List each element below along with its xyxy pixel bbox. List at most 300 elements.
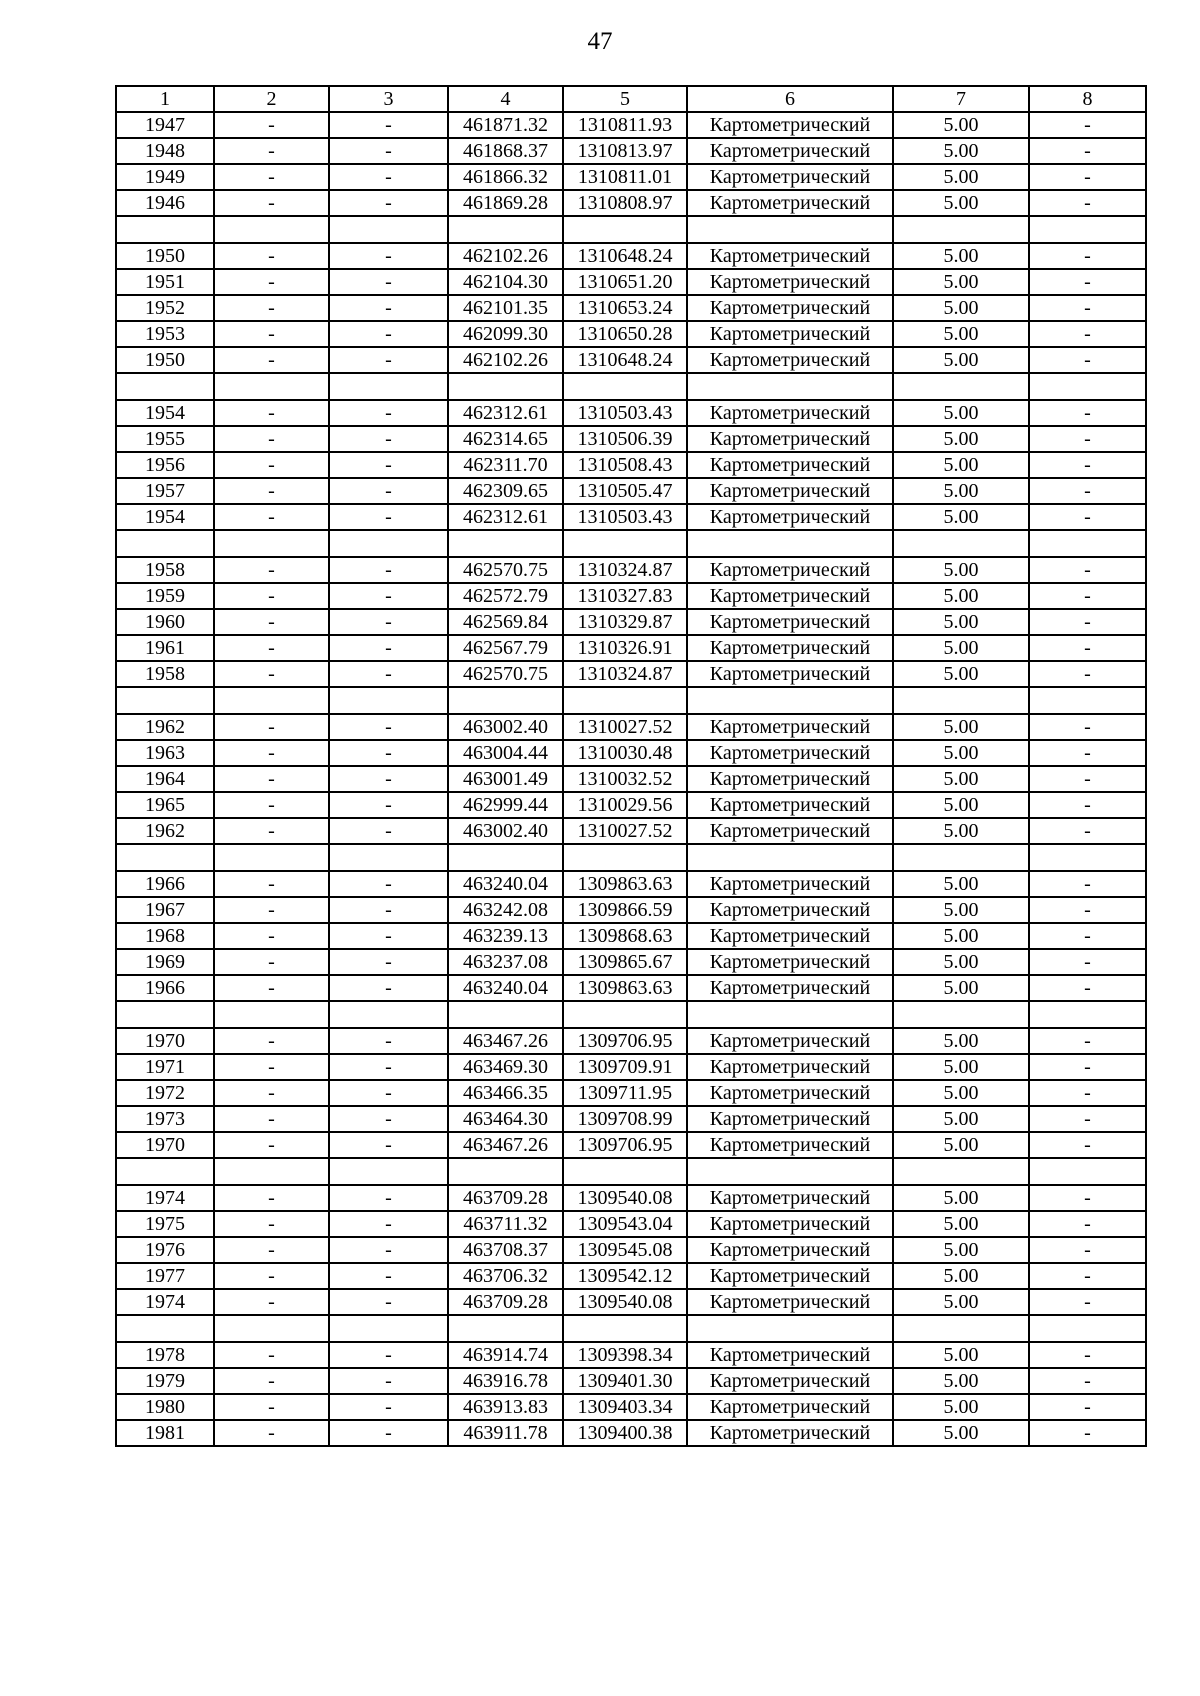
empty-cell — [329, 687, 448, 714]
point-number-cell: 1969 — [116, 949, 214, 975]
accuracy-cell: 5.00 — [893, 1289, 1029, 1315]
empty-cell — [687, 530, 893, 557]
accuracy-cell: 5.00 — [893, 452, 1029, 478]
accuracy-cell: 5.00 — [893, 295, 1029, 321]
method-cell: Картометрический — [687, 243, 893, 269]
empty-cell — [329, 373, 448, 400]
spacer-row — [116, 373, 1146, 400]
table-row — [116, 1080, 1146, 1106]
x-coordinate-cell: 463001.49 — [448, 766, 563, 792]
point-number-cell: 1974 — [116, 1185, 214, 1211]
y-coordinate-cell: 1310027.52 — [563, 818, 687, 844]
column-3-cell: - — [329, 1394, 448, 1420]
column-3-cell: - — [329, 923, 448, 949]
point-number-cell: 1976 — [116, 1237, 214, 1263]
column-2-cell: - — [214, 1394, 329, 1420]
empty-cell — [448, 1158, 563, 1185]
empty-cell — [687, 1001, 893, 1028]
x-coordinate-cell: 462999.44 — [448, 792, 563, 818]
spacer-row — [116, 1158, 1146, 1185]
method-cell: Картометрический — [687, 321, 893, 347]
y-coordinate-cell: 1310327.83 — [563, 583, 687, 609]
table-row — [116, 347, 1146, 373]
empty-cell — [1029, 687, 1146, 714]
y-coordinate-cell: 1309866.59 — [563, 897, 687, 923]
column-8-cell: - — [1029, 190, 1146, 216]
empty-cell — [687, 687, 893, 714]
table-row — [116, 1342, 1146, 1368]
empty-cell — [214, 373, 329, 400]
column-3-cell: - — [329, 714, 448, 740]
point-number-cell: 1959 — [116, 583, 214, 609]
empty-cell — [116, 530, 214, 557]
point-number-cell: 1963 — [116, 740, 214, 766]
column-8-cell: - — [1029, 269, 1146, 295]
accuracy-cell: 5.00 — [893, 347, 1029, 373]
y-coordinate-cell: 1309400.38 — [563, 1420, 687, 1446]
empty-cell — [448, 216, 563, 243]
method-cell: Картометрический — [687, 557, 893, 583]
table-row — [116, 1028, 1146, 1054]
method-cell: Картометрический — [687, 1342, 893, 1368]
empty-cell — [329, 844, 448, 871]
column-8-cell: - — [1029, 1263, 1146, 1289]
method-cell: Картометрический — [687, 1080, 893, 1106]
x-coordinate-cell: 462314.65 — [448, 426, 563, 452]
column-8-cell: - — [1029, 347, 1146, 373]
accuracy-cell: 5.00 — [893, 400, 1029, 426]
y-coordinate-cell: 1309542.12 — [563, 1263, 687, 1289]
method-cell: Картометрический — [687, 975, 893, 1001]
empty-cell — [116, 1158, 214, 1185]
empty-cell — [329, 1001, 448, 1028]
table-row — [116, 949, 1146, 975]
method-cell: Картометрический — [687, 190, 893, 216]
column-3-cell: - — [329, 426, 448, 452]
header-row — [116, 86, 1146, 112]
column-2-cell: - — [214, 112, 329, 138]
column-header: 8 — [1029, 86, 1146, 112]
y-coordinate-cell: 1309545.08 — [563, 1237, 687, 1263]
empty-cell — [1029, 1001, 1146, 1028]
y-coordinate-cell: 1309868.63 — [563, 923, 687, 949]
column-8-cell: - — [1029, 949, 1146, 975]
y-coordinate-cell: 1310648.24 — [563, 243, 687, 269]
column-2-cell: - — [214, 190, 329, 216]
y-coordinate-cell: 1310027.52 — [563, 714, 687, 740]
method-cell: Картометрический — [687, 1289, 893, 1315]
column-3-cell: - — [329, 190, 448, 216]
table-row — [116, 792, 1146, 818]
empty-cell — [893, 373, 1029, 400]
column-2-cell: - — [214, 557, 329, 583]
table-row — [116, 1420, 1146, 1446]
y-coordinate-cell: 1309540.08 — [563, 1289, 687, 1315]
point-number-cell: 1962 — [116, 818, 214, 844]
column-8-cell: - — [1029, 1132, 1146, 1158]
column-3-cell: - — [329, 1342, 448, 1368]
column-3-cell: - — [329, 1211, 448, 1237]
accuracy-cell: 5.00 — [893, 714, 1029, 740]
spacer-row — [116, 530, 1146, 557]
accuracy-cell: 5.00 — [893, 1420, 1029, 1446]
column-8-cell: - — [1029, 112, 1146, 138]
empty-cell — [563, 1001, 687, 1028]
method-cell: Картометрический — [687, 792, 893, 818]
column-8-cell: - — [1029, 635, 1146, 661]
column-2-cell: - — [214, 1211, 329, 1237]
x-coordinate-cell: 463004.44 — [448, 740, 563, 766]
empty-cell — [687, 1315, 893, 1342]
table-row — [116, 661, 1146, 687]
accuracy-cell: 5.00 — [893, 321, 1029, 347]
y-coordinate-cell: 1310651.20 — [563, 269, 687, 295]
page-number: 47 — [587, 28, 613, 55]
column-8-cell: - — [1029, 1106, 1146, 1132]
accuracy-cell: 5.00 — [893, 112, 1029, 138]
point-number-cell: 1966 — [116, 871, 214, 897]
table-row — [116, 426, 1146, 452]
x-coordinate-cell: 463240.04 — [448, 975, 563, 1001]
column-2-cell: - — [214, 1342, 329, 1368]
x-coordinate-cell: 462312.61 — [448, 400, 563, 426]
column-8-cell: - — [1029, 1420, 1146, 1446]
empty-cell — [563, 1315, 687, 1342]
spacer-row — [116, 844, 1146, 871]
table-row — [116, 452, 1146, 478]
column-2-cell: - — [214, 295, 329, 321]
point-number-cell: 1981 — [116, 1420, 214, 1446]
y-coordinate-cell: 1310505.47 — [563, 478, 687, 504]
accuracy-cell: 5.00 — [893, 1394, 1029, 1420]
column-2-cell: - — [214, 1237, 329, 1263]
empty-cell — [214, 844, 329, 871]
method-cell: Картометрический — [687, 1263, 893, 1289]
y-coordinate-cell: 1310029.56 — [563, 792, 687, 818]
method-cell: Картометрический — [687, 1185, 893, 1211]
table-row — [116, 1054, 1146, 1080]
column-2-cell: - — [214, 400, 329, 426]
column-3-cell: - — [329, 792, 448, 818]
y-coordinate-cell: 1309711.95 — [563, 1080, 687, 1106]
table-row — [116, 1263, 1146, 1289]
method-cell: Картометрический — [687, 635, 893, 661]
table-row — [116, 1368, 1146, 1394]
column-header: 1 — [116, 86, 214, 112]
column-8-cell: - — [1029, 426, 1146, 452]
column-2-cell: - — [214, 897, 329, 923]
column-3-cell: - — [329, 975, 448, 1001]
method-cell: Картометрический — [687, 923, 893, 949]
empty-cell — [329, 1315, 448, 1342]
y-coordinate-cell: 1310324.87 — [563, 557, 687, 583]
x-coordinate-cell: 462099.30 — [448, 321, 563, 347]
column-3-cell: - — [329, 871, 448, 897]
accuracy-cell: 5.00 — [893, 557, 1029, 583]
column-2-cell: - — [214, 1106, 329, 1132]
point-number-cell: 1946 — [116, 190, 214, 216]
y-coordinate-cell: 1310503.43 — [563, 400, 687, 426]
point-number-cell: 1958 — [116, 661, 214, 687]
point-number-cell: 1955 — [116, 426, 214, 452]
table-row — [116, 818, 1146, 844]
method-cell: Картометрический — [687, 1368, 893, 1394]
empty-cell — [893, 1315, 1029, 1342]
point-number-cell: 1970 — [116, 1028, 214, 1054]
method-cell: Картометрический — [687, 766, 893, 792]
accuracy-cell: 5.00 — [893, 1106, 1029, 1132]
accuracy-cell: 5.00 — [893, 583, 1029, 609]
column-8-cell: - — [1029, 897, 1146, 923]
column-header: 3 — [329, 86, 448, 112]
table-row — [116, 164, 1146, 190]
empty-cell — [563, 530, 687, 557]
column-8-cell: - — [1029, 1289, 1146, 1315]
x-coordinate-cell: 463911.78 — [448, 1420, 563, 1446]
column-header: 5 — [563, 86, 687, 112]
y-coordinate-cell: 1309401.30 — [563, 1368, 687, 1394]
empty-cell — [687, 216, 893, 243]
spacer-row — [116, 1001, 1146, 1028]
column-8-cell: - — [1029, 164, 1146, 190]
column-2-cell: - — [214, 714, 329, 740]
method-cell: Картометрический — [687, 295, 893, 321]
column-3-cell: - — [329, 949, 448, 975]
x-coordinate-cell: 462102.26 — [448, 243, 563, 269]
x-coordinate-cell: 461868.37 — [448, 138, 563, 164]
point-number-cell: 1966 — [116, 975, 214, 1001]
empty-cell — [893, 844, 1029, 871]
y-coordinate-cell: 1309865.67 — [563, 949, 687, 975]
point-number-cell: 1952 — [116, 295, 214, 321]
spacer-row — [116, 687, 1146, 714]
accuracy-cell: 5.00 — [893, 740, 1029, 766]
method-cell: Картометрический — [687, 400, 893, 426]
y-coordinate-cell: 1310808.97 — [563, 190, 687, 216]
point-number-cell: 1948 — [116, 138, 214, 164]
point-number-cell: 1971 — [116, 1054, 214, 1080]
y-coordinate-cell: 1310032.52 — [563, 766, 687, 792]
column-2-cell: - — [214, 1080, 329, 1106]
empty-cell — [448, 844, 563, 871]
point-number-cell: 1979 — [116, 1368, 214, 1394]
column-3-cell: - — [329, 164, 448, 190]
accuracy-cell: 5.00 — [893, 1080, 1029, 1106]
x-coordinate-cell: 463709.28 — [448, 1185, 563, 1211]
point-number-cell: 1968 — [116, 923, 214, 949]
point-number-cell: 1954 — [116, 504, 214, 530]
column-2-cell: - — [214, 766, 329, 792]
column-2-cell: - — [214, 792, 329, 818]
column-3-cell: - — [329, 269, 448, 295]
y-coordinate-cell: 1309708.99 — [563, 1106, 687, 1132]
y-coordinate-cell: 1309398.34 — [563, 1342, 687, 1368]
column-3-cell: - — [329, 897, 448, 923]
x-coordinate-cell: 462570.75 — [448, 557, 563, 583]
x-coordinate-cell: 462569.84 — [448, 609, 563, 635]
column-3-cell: - — [329, 609, 448, 635]
empty-cell — [893, 1158, 1029, 1185]
table-row — [116, 295, 1146, 321]
accuracy-cell: 5.00 — [893, 818, 1029, 844]
x-coordinate-cell: 463706.32 — [448, 1263, 563, 1289]
empty-cell — [448, 530, 563, 557]
point-number-cell: 1967 — [116, 897, 214, 923]
empty-cell — [329, 1158, 448, 1185]
column-8-cell: - — [1029, 452, 1146, 478]
empty-cell — [214, 530, 329, 557]
x-coordinate-cell: 463708.37 — [448, 1237, 563, 1263]
column-2-cell: - — [214, 138, 329, 164]
column-8-cell: - — [1029, 871, 1146, 897]
x-coordinate-cell: 463239.13 — [448, 923, 563, 949]
method-cell: Картометрический — [687, 818, 893, 844]
point-number-cell: 1964 — [116, 766, 214, 792]
column-3-cell: - — [329, 452, 448, 478]
column-3-cell: - — [329, 635, 448, 661]
accuracy-cell: 5.00 — [893, 897, 1029, 923]
point-number-cell: 1965 — [116, 792, 214, 818]
column-8-cell: - — [1029, 557, 1146, 583]
column-3-cell: - — [329, 1132, 448, 1158]
x-coordinate-cell: 463916.78 — [448, 1368, 563, 1394]
method-cell: Картометрический — [687, 112, 893, 138]
empty-cell — [214, 1001, 329, 1028]
empty-cell — [563, 687, 687, 714]
column-8-cell: - — [1029, 609, 1146, 635]
column-8-cell: - — [1029, 243, 1146, 269]
x-coordinate-cell: 463242.08 — [448, 897, 563, 923]
empty-cell — [116, 844, 214, 871]
method-cell: Картометрический — [687, 452, 893, 478]
empty-cell — [1029, 1315, 1146, 1342]
column-8-cell: - — [1029, 504, 1146, 530]
accuracy-cell: 5.00 — [893, 1132, 1029, 1158]
column-2-cell: - — [214, 1289, 329, 1315]
y-coordinate-cell: 1310508.43 — [563, 452, 687, 478]
x-coordinate-cell: 461871.32 — [448, 112, 563, 138]
y-coordinate-cell: 1310811.93 — [563, 112, 687, 138]
method-cell: Картометрический — [687, 1054, 893, 1080]
table-row — [116, 557, 1146, 583]
column-2-cell: - — [214, 478, 329, 504]
table-row — [116, 1106, 1146, 1132]
accuracy-cell: 5.00 — [893, 635, 1029, 661]
column-3-cell: - — [329, 1420, 448, 1446]
accuracy-cell: 5.00 — [893, 1237, 1029, 1263]
empty-cell — [563, 844, 687, 871]
point-number-cell: 1949 — [116, 164, 214, 190]
point-number-cell: 1977 — [116, 1263, 214, 1289]
table-row — [116, 635, 1146, 661]
empty-cell — [1029, 1158, 1146, 1185]
column-8-cell: - — [1029, 1211, 1146, 1237]
x-coordinate-cell: 463709.28 — [448, 1289, 563, 1315]
method-cell: Картометрический — [687, 583, 893, 609]
table-row — [116, 112, 1146, 138]
x-coordinate-cell: 462312.61 — [448, 504, 563, 530]
x-coordinate-cell: 461869.28 — [448, 190, 563, 216]
column-8-cell: - — [1029, 478, 1146, 504]
column-3-cell: - — [329, 1028, 448, 1054]
x-coordinate-cell: 463464.30 — [448, 1106, 563, 1132]
y-coordinate-cell: 1309706.95 — [563, 1132, 687, 1158]
empty-cell — [116, 373, 214, 400]
accuracy-cell: 5.00 — [893, 1342, 1029, 1368]
x-coordinate-cell: 461866.32 — [448, 164, 563, 190]
point-number-cell: 1962 — [116, 714, 214, 740]
empty-cell — [1029, 530, 1146, 557]
column-8-cell: - — [1029, 792, 1146, 818]
accuracy-cell: 5.00 — [893, 661, 1029, 687]
column-header: 7 — [893, 86, 1029, 112]
accuracy-cell: 5.00 — [893, 792, 1029, 818]
column-2-cell: - — [214, 923, 329, 949]
accuracy-cell: 5.00 — [893, 190, 1029, 216]
column-3-cell: - — [329, 243, 448, 269]
empty-cell — [448, 1001, 563, 1028]
column-3-cell: - — [329, 1368, 448, 1394]
column-2-cell: - — [214, 504, 329, 530]
column-8-cell: - — [1029, 1028, 1146, 1054]
empty-cell — [687, 1158, 893, 1185]
column-3-cell: - — [329, 347, 448, 373]
column-2-cell: - — [214, 609, 329, 635]
x-coordinate-cell: 462104.30 — [448, 269, 563, 295]
accuracy-cell: 5.00 — [893, 975, 1029, 1001]
x-coordinate-cell: 463914.74 — [448, 1342, 563, 1368]
table-row — [116, 1289, 1146, 1315]
column-2-cell: - — [214, 1368, 329, 1394]
table-row — [116, 923, 1146, 949]
column-8-cell: - — [1029, 400, 1146, 426]
empty-cell — [329, 216, 448, 243]
y-coordinate-cell: 1309863.63 — [563, 871, 687, 897]
column-2-cell: - — [214, 1185, 329, 1211]
x-coordinate-cell: 462567.79 — [448, 635, 563, 661]
x-coordinate-cell: 463711.32 — [448, 1211, 563, 1237]
point-number-cell: 1973 — [116, 1106, 214, 1132]
method-cell: Картометрический — [687, 609, 893, 635]
x-coordinate-cell: 462309.65 — [448, 478, 563, 504]
column-2-cell: - — [214, 1263, 329, 1289]
y-coordinate-cell: 1309540.08 — [563, 1185, 687, 1211]
y-coordinate-cell: 1309706.95 — [563, 1028, 687, 1054]
column-8-cell: - — [1029, 1185, 1146, 1211]
accuracy-cell: 5.00 — [893, 1368, 1029, 1394]
column-3-cell: - — [329, 1289, 448, 1315]
method-cell: Картометрический — [687, 1132, 893, 1158]
empty-cell — [116, 1001, 214, 1028]
accuracy-cell: 5.00 — [893, 1054, 1029, 1080]
column-8-cell: - — [1029, 818, 1146, 844]
accuracy-cell: 5.00 — [893, 138, 1029, 164]
y-coordinate-cell: 1309403.34 — [563, 1394, 687, 1420]
column-8-cell: - — [1029, 923, 1146, 949]
empty-cell — [893, 216, 1029, 243]
point-number-cell: 1957 — [116, 478, 214, 504]
table-row — [116, 1237, 1146, 1263]
table-row — [116, 1185, 1146, 1211]
empty-cell — [214, 1158, 329, 1185]
y-coordinate-cell: 1310650.28 — [563, 321, 687, 347]
table-row — [116, 478, 1146, 504]
accuracy-cell: 5.00 — [893, 243, 1029, 269]
y-coordinate-cell: 1310506.39 — [563, 426, 687, 452]
table-row — [116, 321, 1146, 347]
accuracy-cell: 5.00 — [893, 478, 1029, 504]
method-cell: Картометрический — [687, 714, 893, 740]
